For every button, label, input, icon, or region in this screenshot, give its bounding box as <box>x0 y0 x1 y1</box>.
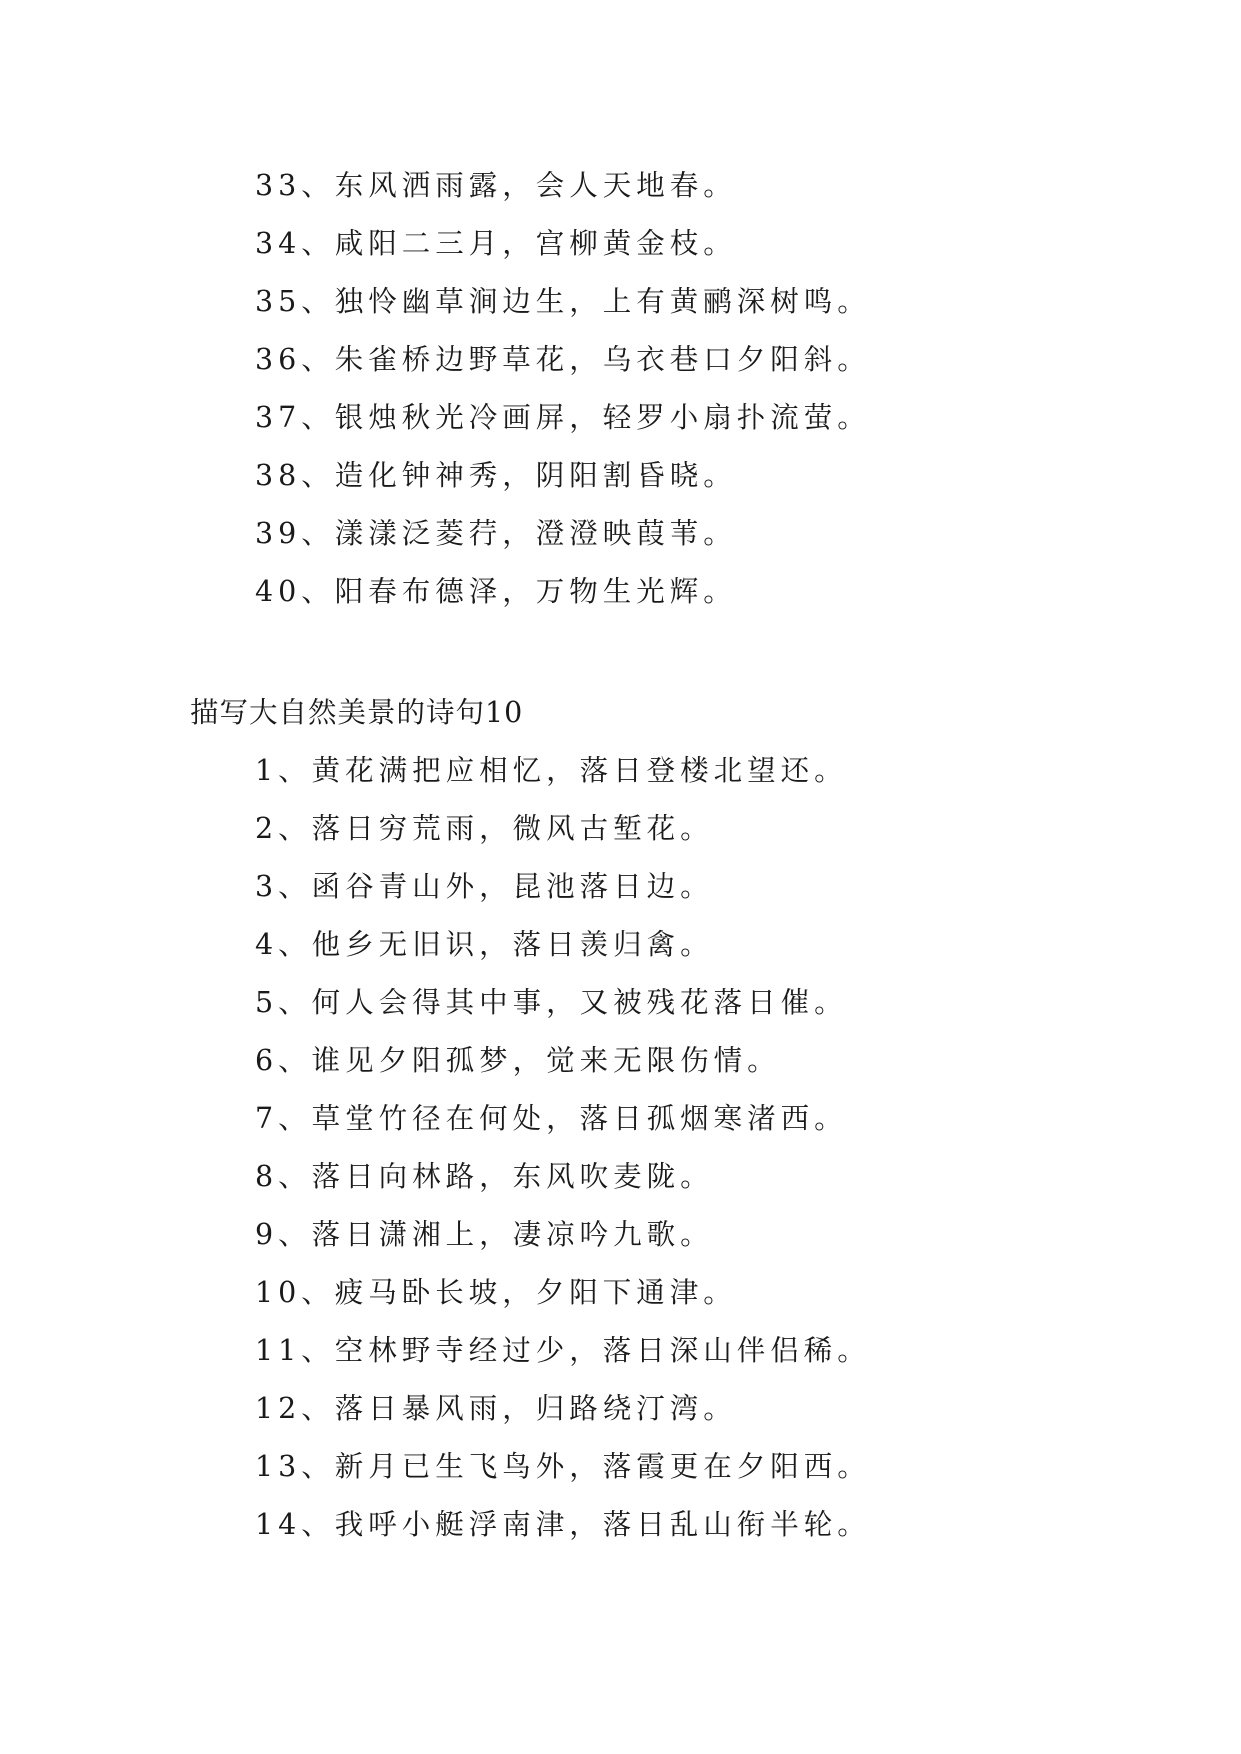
poem-line-40: 40、阳春布德泽，万物生光辉。 <box>255 575 737 608</box>
section-heading: 描写大自然美景的诗句10 <box>190 696 524 729</box>
poem-line-37: 37、银烛秋光冷画屏，轻罗小扇扑流萤。 <box>255 401 871 434</box>
poem-line-11: 11、空林野寺经过少，落日深山伴侣稀。 <box>255 1334 871 1367</box>
poem-line-36: 36、朱雀桥边野草花，乌衣巷口夕阳斜。 <box>255 343 871 376</box>
poem-line-39: 39、漾漾泛菱荇，澄澄映葭苇。 <box>255 517 737 550</box>
poem-line-9: 9、落日潇湘上，凄凉吟九歌。 <box>255 1218 714 1251</box>
poem-line-7: 7、草堂竹径在何处，落日孤烟寒渚西。 <box>255 1102 848 1135</box>
poem-line-12: 12、落日暴风雨，归路绕汀湾。 <box>255 1392 737 1425</box>
poem-line-13: 13、新月已生飞鸟外，落霞更在夕阳西。 <box>255 1450 871 1483</box>
poem-line-5: 5、何人会得其中事，又被残花落日催。 <box>255 986 848 1019</box>
poem-line-6: 6、谁见夕阳孤梦，觉来无限伤情。 <box>255 1044 781 1077</box>
poem-line-34: 34、咸阳二三月，宫柳黄金枝。 <box>255 227 737 260</box>
poem-line-35: 35、独怜幽草涧边生，上有黄鹂深树鸣。 <box>255 285 871 318</box>
poem-line-10: 10、疲马卧长坡，夕阳下通津。 <box>255 1276 737 1309</box>
poem-line-2: 2、落日穷荒雨，微风古堑花。 <box>255 812 714 845</box>
poem-line-8: 8、落日向林路，东风吹麦陇。 <box>255 1160 714 1193</box>
poem-line-1: 1、黄花满把应相忆，落日登楼北望还。 <box>255 754 848 787</box>
poem-line-14: 14、我呼小艇浮南津，落日乱山衔半轮。 <box>255 1508 871 1541</box>
poem-line-4: 4、他乡无旧识，落日羡归禽。 <box>255 928 714 961</box>
poem-line-38: 38、造化钟神秀，阴阳割昏晓。 <box>255 459 737 492</box>
poem-line-3: 3、函谷青山外，昆池落日边。 <box>255 870 714 903</box>
poem-line-33: 33、东风洒雨露，会人天地春。 <box>255 169 737 202</box>
